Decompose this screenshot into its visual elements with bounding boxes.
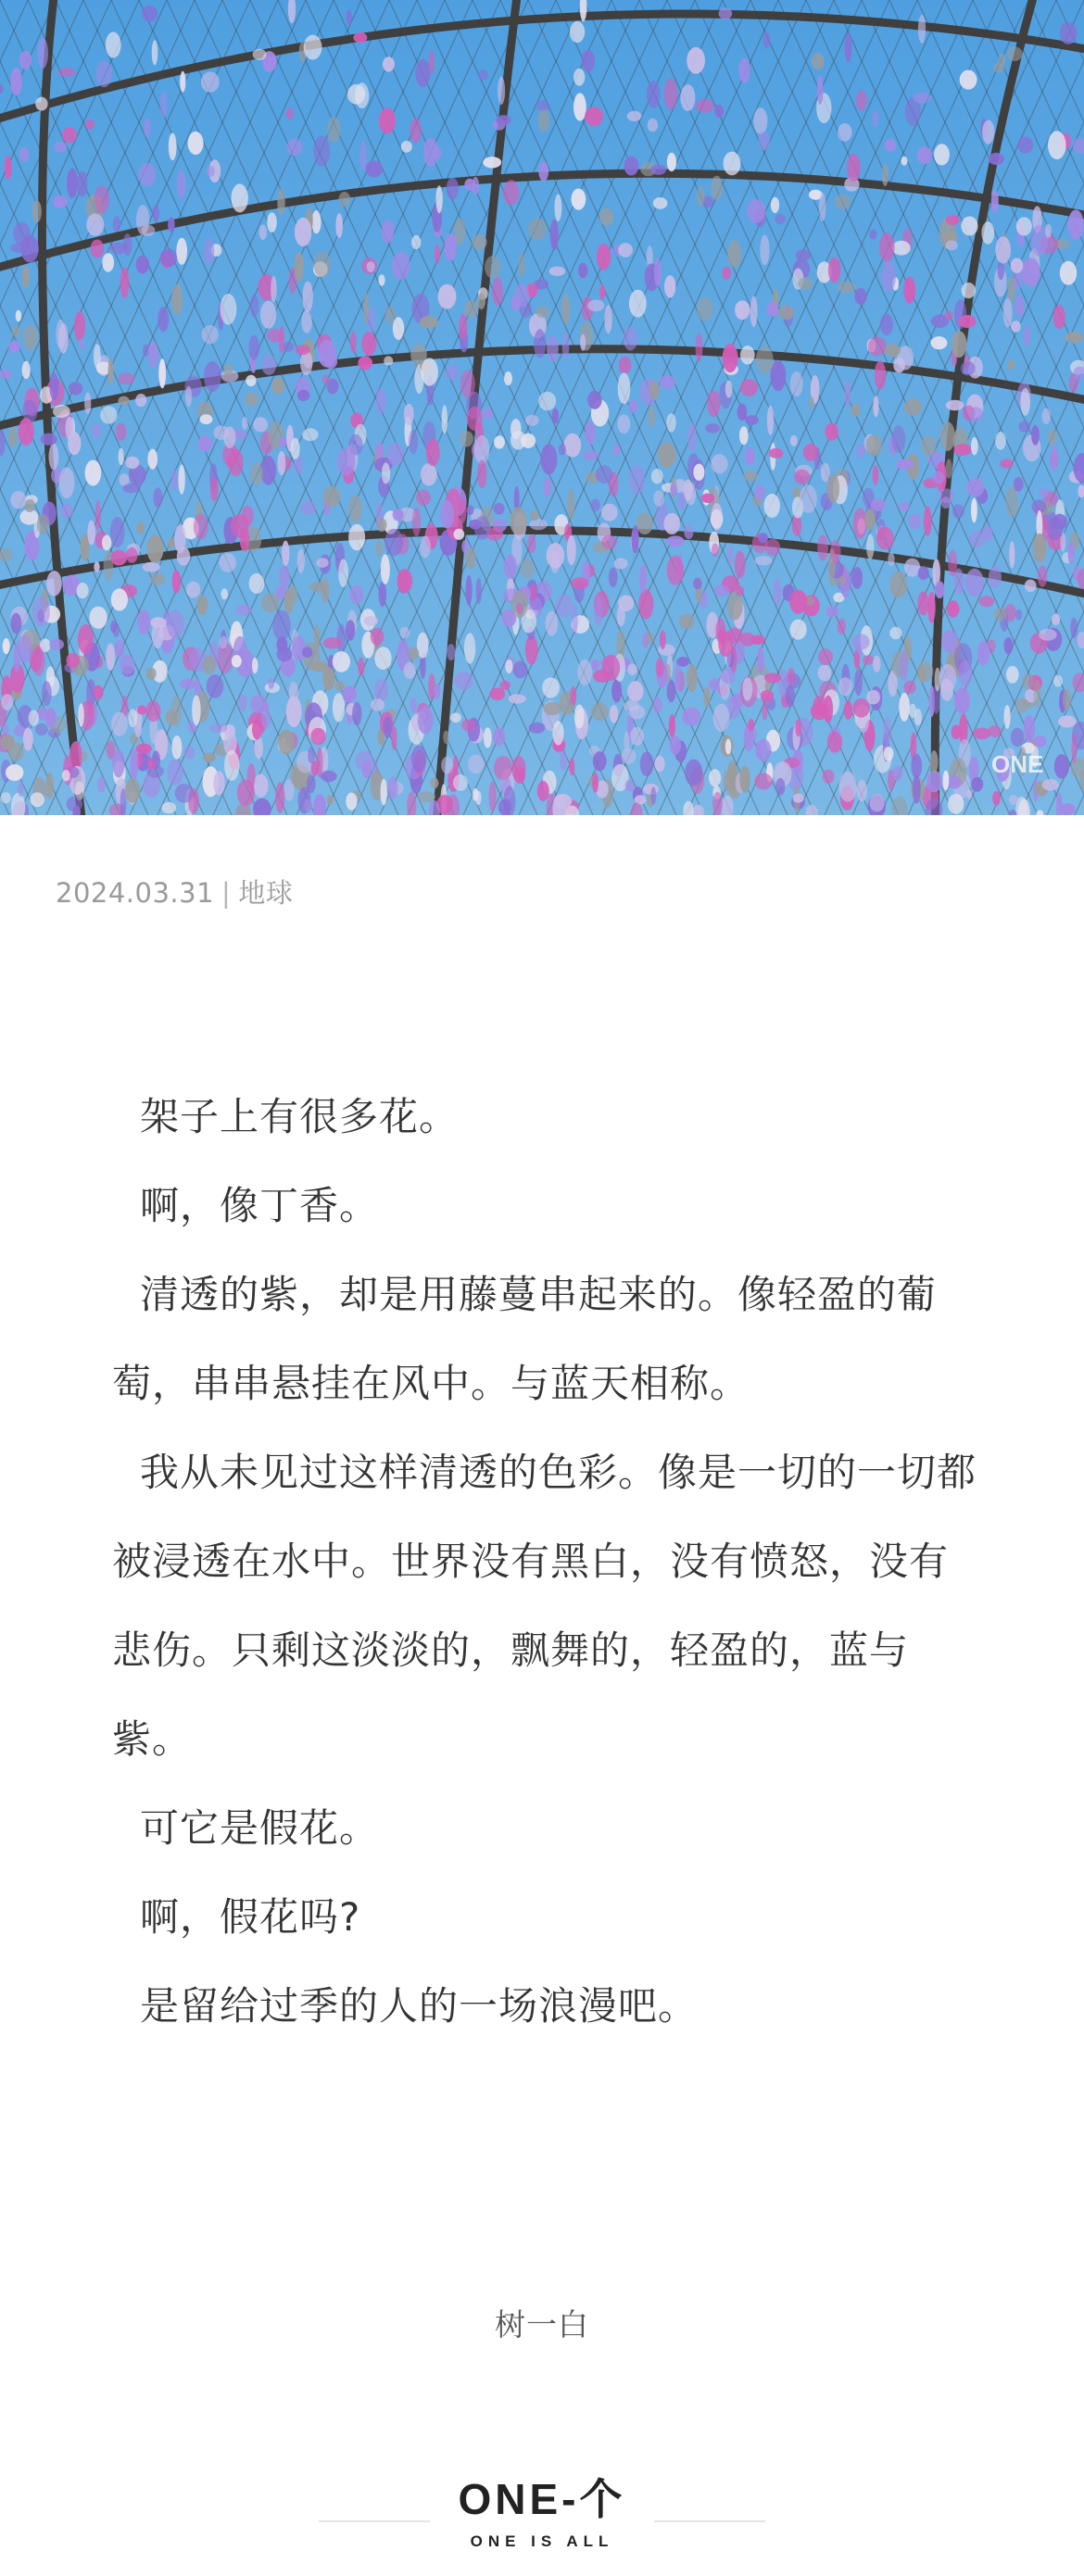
publish-date: 2024.03.31 <box>56 877 215 909</box>
wisteria-arch-image <box>0 0 1084 815</box>
svg-text:ONE: ONE <box>991 750 1044 778</box>
one-logo: ONE-个 <box>458 2475 626 2523</box>
paragraph: 啊，假花吗? <box>140 1894 361 1940</box>
author-name: 树一白 <box>495 2306 589 2343</box>
logo-tagline: ONE IS ALL <box>470 2532 614 2550</box>
location-label: 地球 <box>238 877 294 909</box>
paragraph: 架子上有很多花。 <box>140 1094 460 1139</box>
paragraph: 我从未见过这样清透的色彩。像是一切的一切都被浸透在水中。世界没有黑白，没有愤怒，没有悲伤。只剩这淡淡的，飘舞的，轻盈的，蓝与紫。 <box>112 1450 977 1762</box>
paragraph: 啊，像丁香。 <box>140 1183 380 1228</box>
paragraph: 是留给过季的人的一场浪漫吧。 <box>140 1983 699 2029</box>
hero-photo <box>0 0 1084 815</box>
footer-logo <box>0 2464 1084 2557</box>
article-meta <box>56 873 293 911</box>
article-body <box>112 1073 983 2051</box>
one-watermark-icon <box>989 747 1058 780</box>
paragraph: 可它是假花。 <box>140 1805 380 1851</box>
paragraph: 清透的紫，却是用藤蔓串起来的。像轻盈的葡萄，串串悬挂在风中。与蓝天相称。 <box>112 1272 938 1406</box>
meta-separator: | <box>221 877 232 909</box>
